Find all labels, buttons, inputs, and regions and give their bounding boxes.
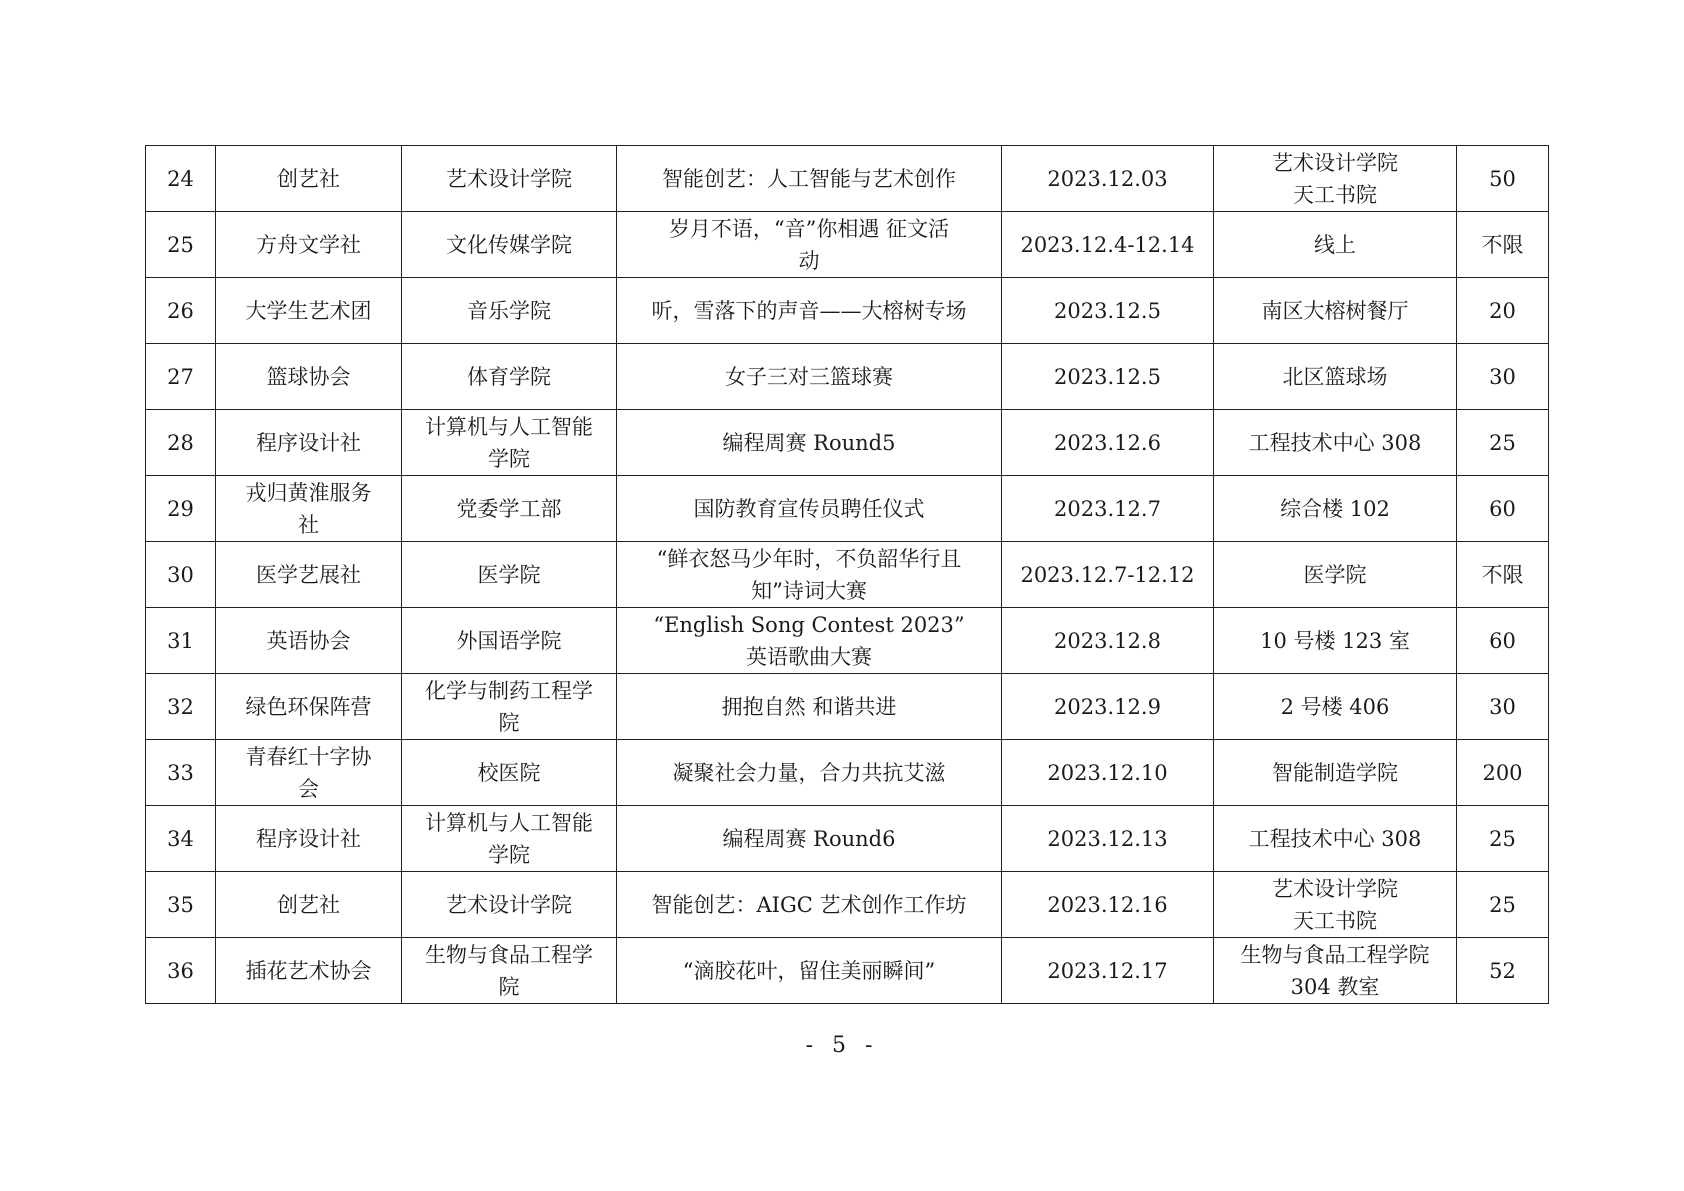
cell-location-line: 艺术设计学院	[1272, 876, 1398, 901]
cell-activity-title-line: 知”诗词大赛	[751, 578, 867, 603]
cell-location	[1214, 542, 1457, 608]
activity-table	[145, 145, 1549, 1004]
cell-club-line: 方舟文学社	[256, 232, 361, 257]
cell-activity-title	[617, 542, 1002, 608]
cell-number: 31	[146, 608, 216, 674]
page-number: - 5 -	[805, 1033, 879, 1058]
cell-department	[402, 542, 617, 608]
cell-department-line: 校医院	[477, 760, 541, 785]
cell-activity-title-line: “English Song Contest 2023”	[653, 612, 965, 637]
cell-date	[1002, 344, 1214, 410]
cell-activity-title-line: 拥抱自然 和谐共进	[721, 694, 897, 719]
table-row	[146, 212, 1549, 278]
table-row	[146, 740, 1549, 806]
cell-club-line: 插花艺术协会	[245, 958, 372, 983]
cell-activity-title	[617, 146, 1002, 212]
table-row	[146, 938, 1549, 1004]
cell-date-line: 2023.12.8	[1054, 628, 1161, 653]
cell-department-line: 医学院	[477, 562, 541, 587]
cell-date-line: 2023.12.17	[1047, 958, 1168, 983]
cell-club-line: 社	[298, 512, 319, 537]
cell-participants: 50	[1457, 146, 1549, 212]
cell-activity-title	[617, 872, 1002, 938]
cell-date	[1002, 806, 1214, 872]
cell-club	[216, 344, 402, 410]
cell-activity-title	[617, 806, 1002, 872]
cell-club-line: 青春红十字协	[245, 744, 372, 769]
cell-location-line: 天工书院	[1293, 182, 1377, 207]
cell-department	[402, 278, 617, 344]
cell-department	[402, 674, 617, 740]
cell-activity-title-line: 动	[798, 248, 820, 273]
cell-club	[216, 938, 402, 1004]
cell-date-line: 2023.12.13	[1047, 826, 1168, 851]
table-row	[146, 674, 1549, 740]
table-row	[146, 608, 1549, 674]
cell-department-line: 音乐学院	[467, 298, 551, 323]
cell-location	[1214, 608, 1457, 674]
cell-location	[1214, 806, 1457, 872]
cell-date-line: 2023.12.5	[1054, 364, 1161, 389]
cell-date	[1002, 740, 1214, 806]
cell-club-line: 程序设计社	[256, 826, 361, 851]
cell-activity-title-line: 女子三对三篮球赛	[725, 364, 893, 389]
cell-location-line: 生物与食品工程学院	[1240, 942, 1430, 967]
cell-date	[1002, 278, 1214, 344]
cell-date-line: 2023.12.4-12.14	[1020, 232, 1195, 257]
cell-participants: 20	[1457, 278, 1549, 344]
cell-activity-title	[617, 740, 1002, 806]
cell-location	[1214, 212, 1457, 278]
cell-number: 33	[146, 740, 216, 806]
activity-table-body	[146, 146, 1549, 1004]
cell-club-line: 医学艺展社	[256, 562, 361, 587]
cell-location-line: 304 教室	[1290, 974, 1380, 999]
cell-club	[216, 872, 402, 938]
cell-activity-title	[617, 674, 1002, 740]
cell-activity-title-line: “鲜衣怒马少年时，不负韶华行且	[656, 546, 962, 571]
cell-participants: 25	[1457, 410, 1549, 476]
cell-club-line: 大学生艺术团	[245, 298, 372, 323]
cell-participants: 60	[1457, 476, 1549, 542]
cell-department-line: 文化传媒学院	[446, 232, 572, 257]
cell-department-line: 院	[498, 974, 520, 999]
cell-location	[1214, 146, 1457, 212]
cell-location	[1214, 278, 1457, 344]
cell-participants: 30	[1457, 674, 1549, 740]
cell-club-line: 创艺社	[277, 892, 340, 917]
cell-club-line: 绿色环保阵营	[245, 694, 372, 719]
cell-location	[1214, 938, 1457, 1004]
cell-department-line: 艺术设计学院	[446, 166, 572, 191]
cell-department-line: 院	[498, 710, 520, 735]
cell-location-line: 南区大榕树餐厅	[1261, 298, 1409, 323]
cell-number: 28	[146, 410, 216, 476]
cell-department	[402, 938, 617, 1004]
cell-number: 29	[146, 476, 216, 542]
cell-department-line: 外国语学院	[456, 628, 562, 653]
cell-number: 32	[146, 674, 216, 740]
cell-date	[1002, 476, 1214, 542]
cell-location	[1214, 476, 1457, 542]
cell-location-line: 医学院	[1303, 562, 1367, 587]
cell-location	[1214, 344, 1457, 410]
cell-department-line: 学院	[488, 842, 530, 867]
cell-club	[216, 278, 402, 344]
cell-club-line: 英语协会	[266, 628, 351, 653]
cell-department	[402, 344, 617, 410]
table-row	[146, 872, 1549, 938]
cell-department	[402, 212, 617, 278]
cell-date	[1002, 212, 1214, 278]
cell-date-line: 2023.12.6	[1054, 430, 1161, 455]
cell-date-line: 2023.12.10	[1047, 760, 1168, 785]
cell-date-line: 2023.12.9	[1054, 694, 1161, 719]
cell-date	[1002, 146, 1214, 212]
cell-club	[216, 146, 402, 212]
cell-number: 36	[146, 938, 216, 1004]
cell-location-line: 工程技术中心 308	[1248, 826, 1422, 851]
cell-location-line: 2 号楼 406	[1280, 694, 1390, 719]
cell-club	[216, 410, 402, 476]
cell-date	[1002, 674, 1214, 740]
cell-activity-title	[617, 476, 1002, 542]
cell-activity-title	[617, 608, 1002, 674]
cell-date-line: 2023.12.7-12.12	[1020, 562, 1195, 587]
cell-activity-title-line: 编程周赛 Round6	[722, 826, 896, 851]
cell-department-line: 学院	[488, 446, 530, 471]
cell-participants: 不限	[1457, 212, 1549, 278]
cell-date	[1002, 542, 1214, 608]
cell-department-line: 艺术设计学院	[446, 892, 572, 917]
cell-department-line: 体育学院	[467, 364, 551, 389]
cell-department	[402, 740, 617, 806]
cell-department-line: 化学与制药工程学	[425, 678, 593, 703]
cell-participants: 30	[1457, 344, 1549, 410]
cell-number: 24	[146, 146, 216, 212]
cell-department	[402, 806, 617, 872]
cell-participants: 25	[1457, 806, 1549, 872]
cell-number: 26	[146, 278, 216, 344]
cell-participants: 200	[1457, 740, 1549, 806]
cell-club	[216, 212, 402, 278]
cell-activity-title-line: 凝聚社会力量，合力共抗艾滋	[672, 760, 946, 785]
cell-date	[1002, 410, 1214, 476]
cell-number: 34	[146, 806, 216, 872]
table-row	[146, 806, 1549, 872]
cell-club	[216, 740, 402, 806]
cell-number: 25	[146, 212, 216, 278]
cell-participants: 60	[1457, 608, 1549, 674]
cell-location	[1214, 740, 1457, 806]
cell-date-line: 2023.12.16	[1047, 892, 1168, 917]
cell-participants: 52	[1457, 938, 1549, 1004]
cell-location	[1214, 674, 1457, 740]
cell-club	[216, 674, 402, 740]
cell-date-line: 2023.12.5	[1054, 298, 1161, 323]
table-row	[146, 476, 1549, 542]
table-row	[146, 278, 1549, 344]
cell-department-line: 生物与食品工程学	[425, 942, 593, 967]
cell-number: 27	[146, 344, 216, 410]
cell-activity-title-line: “滴胶花叶，留住美丽瞬间”	[682, 958, 936, 983]
cell-location	[1214, 872, 1457, 938]
table-row	[146, 542, 1549, 608]
cell-participants: 不限	[1457, 542, 1549, 608]
cell-club	[216, 806, 402, 872]
cell-location-line: 线上	[1314, 232, 1356, 257]
cell-club-line: 戎归黄淮服务	[245, 480, 372, 505]
cell-club-line: 创艺社	[277, 166, 340, 191]
cell-number: 30	[146, 542, 216, 608]
cell-location-line: 智能制造学院	[1272, 760, 1398, 785]
cell-location-line: 10 号楼 123 室	[1260, 628, 1410, 653]
cell-department-line: 计算机与人工智能	[425, 414, 593, 439]
cell-date	[1002, 938, 1214, 1004]
cell-department	[402, 146, 617, 212]
table-row	[146, 344, 1549, 410]
cell-date	[1002, 872, 1214, 938]
cell-activity-title-line: 听，雪落下的声音——大榕树专场	[651, 298, 967, 323]
cell-club	[216, 542, 402, 608]
cell-club-line: 篮球协会	[266, 364, 351, 389]
cell-club-line: 会	[298, 776, 319, 801]
cell-location-line: 北区篮球场	[1282, 364, 1388, 389]
cell-activity-title	[617, 212, 1002, 278]
cell-location-line: 艺术设计学院	[1272, 150, 1398, 175]
cell-date-line: 2023.12.7	[1054, 496, 1161, 521]
cell-activity-title-line: 智能创艺：AIGC 艺术创作工作坊	[651, 892, 967, 917]
cell-activity-title	[617, 278, 1002, 344]
cell-activity-title-line: 编程周赛 Round5	[722, 430, 896, 455]
cell-department	[402, 410, 617, 476]
cell-club	[216, 476, 402, 542]
cell-club-line: 程序设计社	[256, 430, 361, 455]
cell-activity-title-line: 岁月不语，“音”你相遇 征文活	[668, 216, 950, 241]
cell-participants: 25	[1457, 872, 1549, 938]
cell-activity-title	[617, 410, 1002, 476]
cell-department-line: 计算机与人工智能	[425, 810, 593, 835]
cell-location-line: 天工书院	[1293, 908, 1377, 933]
cell-department	[402, 476, 617, 542]
cell-department	[402, 872, 617, 938]
cell-date	[1002, 608, 1214, 674]
table-row	[146, 410, 1549, 476]
table-row	[146, 146, 1549, 212]
cell-activity-title-line: 国防教育宣传员聘任仪式	[693, 496, 925, 521]
cell-club	[216, 608, 402, 674]
cell-activity-title-line: 智能创艺：人工智能与艺术创作	[662, 166, 956, 191]
cell-activity-title	[617, 344, 1002, 410]
cell-activity-title-line: 英语歌曲大赛	[746, 644, 872, 669]
cell-activity-title	[617, 938, 1002, 1004]
cell-location-line: 综合楼 102	[1280, 496, 1390, 521]
cell-location-line: 工程技术中心 308	[1248, 430, 1422, 455]
cell-date-line: 2023.12.03	[1047, 166, 1168, 191]
cell-location	[1214, 410, 1457, 476]
cell-department	[402, 608, 617, 674]
cell-number: 35	[146, 872, 216, 938]
cell-department-line: 党委学工部	[456, 496, 562, 521]
